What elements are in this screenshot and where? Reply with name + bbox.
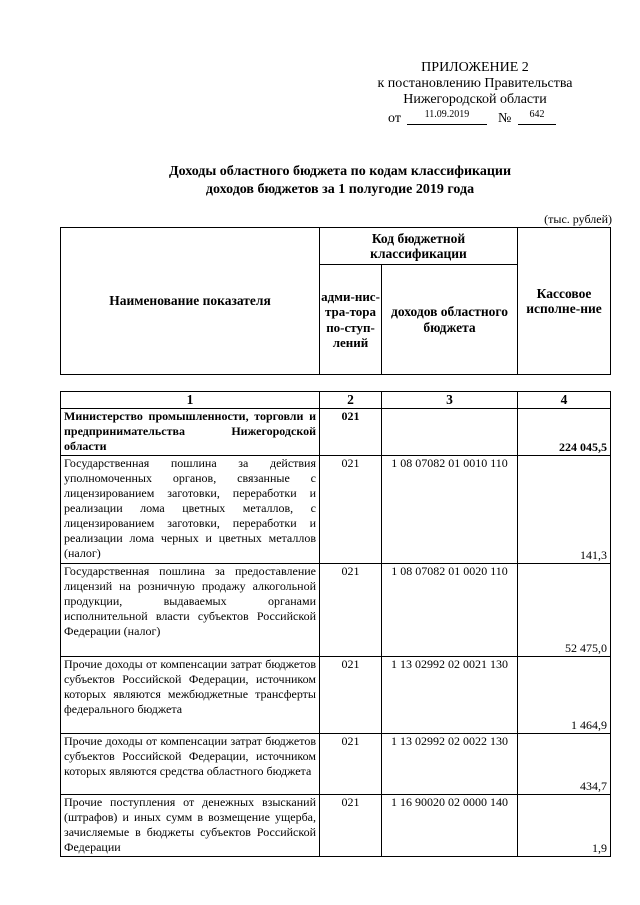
row-admin-code: 021: [320, 795, 382, 857]
table-row: [61, 734, 611, 795]
number-label: №: [498, 111, 512, 126]
column-number: 3: [382, 392, 518, 409]
title-line-1: Доходы областного бюджета по кодам классификации: [168, 164, 512, 179]
table-row: [61, 409, 611, 456]
row-income-code: [382, 409, 518, 456]
row-amount: 1 464,9: [518, 657, 611, 734]
row-name: Прочие поступления от денежных взысканий (штрафов) и иных сумм в возмещение ущерба, зачисляемые в бюджеты субъектов Российской Федерации: [61, 795, 320, 857]
row-income-code: 1 08 07082 01 0020 110: [382, 564, 518, 657]
row-income-code: 1 08 07082 01 0010 110: [382, 456, 518, 564]
row-amount: 52 475,0: [518, 564, 611, 657]
appendix-title: ПРИЛОЖЕНИЕ 2: [421, 60, 529, 75]
from-label: от: [388, 111, 401, 126]
header-income-column: доходов областного бюджета: [382, 265, 518, 375]
table-header: [60, 227, 611, 375]
row-income-code: 1 16 90020 02 0000 140: [382, 795, 518, 857]
header-code-group: Код бюджетной классификации: [320, 228, 518, 265]
table-row: [61, 456, 611, 564]
table-row: [61, 657, 611, 734]
row-amount: 224 045,5: [518, 409, 611, 456]
document-title: [60, 163, 620, 199]
title-line-2: доходов бюджетов за 1 полугодие 2019 года: [205, 182, 475, 197]
table-row: [61, 564, 611, 657]
row-amount: 434,7: [518, 734, 611, 795]
row-name: Государственная пошлина за действия уполномоченных органов, связанные с лицензированием заготовки, переработки и реализации лома цветных металлов, с лицензированием заготовки, переработки и реализации лома черных и цветных металлов (налог): [61, 456, 320, 564]
header-cash-column: Кассовое исполне-ние: [518, 228, 611, 375]
number-underline: [518, 124, 556, 125]
column-number: 2: [320, 392, 382, 409]
row-admin-code: 021: [320, 734, 382, 795]
appendix-line-2: Нижегородской области: [403, 92, 547, 107]
appendix-header: [360, 60, 590, 127]
resolution-number: 642: [529, 109, 545, 120]
header-name-column: Наименование показателя: [61, 228, 320, 375]
row-admin-code: 021: [320, 564, 382, 657]
header-admin-column: адми-нис-тра-тора по-ступ-лений: [320, 265, 382, 375]
row-income-code: 1 13 02992 02 0022 130: [382, 734, 518, 795]
resolution-date: 11.09.2019: [424, 109, 470, 120]
row-admin-code: 021: [320, 456, 382, 564]
row-name: Прочие доходы от компенсации затрат бюджетов субъектов Российской Федерации, источником которых являются межбюджетные трансферты федерального бюджета: [61, 657, 320, 734]
appendix-line-1: к постановлению Правительства: [377, 76, 573, 91]
units-label: (тыс. рублей): [544, 212, 612, 226]
income-table: [60, 391, 611, 857]
row-amount: 1,9: [518, 795, 611, 857]
table-row: [61, 795, 611, 857]
date-underline: [407, 124, 487, 125]
row-admin-code: 021: [320, 409, 382, 456]
column-numbers-row: [61, 392, 611, 409]
row-name: Министерство промышленности, торговли и предпринимательства Нижегородской области: [61, 409, 320, 456]
row-income-code: 1 13 02992 02 0021 130: [382, 657, 518, 734]
row-name: Прочие доходы от компенсации затрат бюджетов субъектов Российской Федерации, источником которых являются средства областного бюджета: [61, 734, 320, 795]
row-amount: 141,3: [518, 456, 611, 564]
appendix-signature-line: [360, 109, 590, 127]
column-number: 1: [61, 392, 320, 409]
row-admin-code: 021: [320, 657, 382, 734]
column-number: 4: [518, 392, 611, 409]
row-name: Государственная пошлина за предоставление лицензий на розничную продажу алкогольной продукции, выдаваемых органами исполнительной власти субъектов Российской Федерации (налог): [61, 564, 320, 657]
